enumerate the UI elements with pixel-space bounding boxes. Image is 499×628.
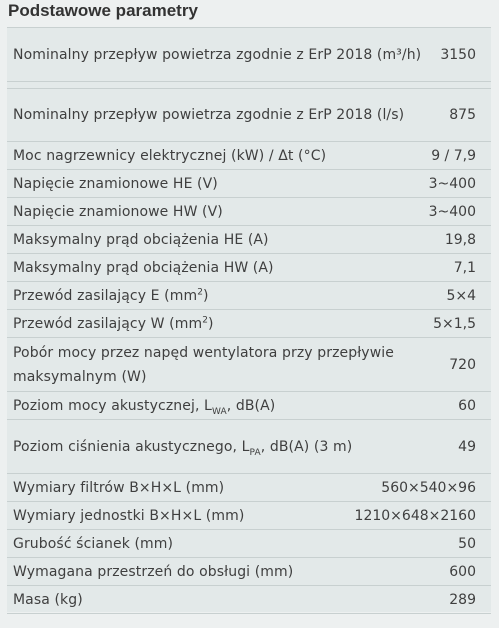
row-value: 9 / 7,9	[431, 147, 476, 164]
table-row	[7, 142, 491, 170]
table-row	[7, 392, 491, 420]
table-row	[7, 558, 491, 586]
table-row	[7, 338, 491, 392]
section-title: Podstawowe parametry	[8, 1, 198, 20]
row-value: 49	[458, 438, 476, 455]
row-label: Wymagana przestrzeń do obsługi (mm)	[13, 563, 294, 580]
table-row	[7, 474, 491, 502]
row-value: 289	[449, 591, 476, 608]
table-row	[7, 198, 491, 226]
row-value: 5×4	[446, 287, 476, 304]
row-label: Maksymalny prąd obciążenia HE (A)	[13, 231, 269, 248]
row-value: 3~400	[428, 175, 476, 192]
row-value: 560×540×96	[381, 479, 476, 496]
row-label: Moc nagrzewnicy elektrycznej (kW) / Δt (°C)	[13, 147, 327, 164]
row-value: 3150	[440, 46, 476, 63]
row-label-text: Przewód zasilający E (mm	[13, 287, 198, 304]
table-row	[7, 226, 491, 254]
table-row	[7, 530, 491, 558]
row-label: Maksymalny prąd obciążenia HW (A)	[13, 259, 274, 276]
row-label: Pobór mocy przez napęd wentylatora przy przepływie maksymalnym (W)	[13, 344, 394, 385]
row-label: Napięcie znamionowe HW (V)	[13, 203, 223, 220]
row-label: Wymiary filtrów B×H×L (mm)	[13, 479, 225, 496]
row-label: Grubość ścianek (mm)	[13, 535, 174, 552]
row-value: 5×1,5	[433, 315, 476, 332]
row-label: Wymiary jednostki B×H×L (mm)	[13, 507, 245, 524]
table-row	[7, 28, 491, 82]
table-row	[7, 282, 491, 310]
row-value: 7,1	[453, 259, 476, 276]
row-label	[7, 284, 446, 308]
row-label-text: Przewód zasilający W (mm	[13, 315, 203, 332]
row-label-suffix: , dB(A) (3 m)	[260, 438, 353, 455]
row-label-suffix: , dB(A)	[226, 397, 276, 414]
table-row	[7, 170, 491, 198]
row-value: 50	[458, 535, 476, 552]
row-label	[7, 435, 458, 459]
table-row	[7, 254, 491, 282]
row-label-text: Poziom ciśnienia akustycznego, L	[13, 438, 250, 455]
row-label-subscript: PA	[249, 447, 261, 458]
row-label-suffix: )	[208, 315, 214, 332]
table-row	[7, 502, 491, 530]
row-value: 1210×648×2160	[354, 507, 476, 524]
row-label-subscript: WA	[211, 406, 227, 417]
row-label	[7, 312, 433, 336]
table-row	[7, 420, 491, 474]
row-value: 60	[458, 397, 476, 414]
row-value: 3~400	[428, 203, 476, 220]
row-label-text: Poziom mocy akustycznej, L	[13, 397, 212, 414]
row-label-superscript: 2	[202, 314, 209, 325]
row-value: 19,8	[444, 231, 476, 248]
row-value: 875	[449, 107, 476, 123]
row-label: Nominalny przepływ powietrza zgodnie z ErP 2018 (m³/h)	[13, 46, 422, 63]
row-label: Nominalny przepływ powietrza zgodnie z ErP 2018 (l/s)	[13, 107, 405, 123]
table-row	[7, 310, 491, 338]
table-row	[7, 88, 491, 142]
row-label-superscript: 2	[197, 286, 204, 297]
row-label: Napięcie znamionowe HE (V)	[13, 175, 218, 192]
row-value: 720	[449, 356, 476, 373]
row-value: 600	[449, 563, 476, 580]
row-label	[7, 394, 458, 418]
table-row	[7, 586, 491, 614]
row-label: Masa (kg)	[13, 591, 83, 608]
parameters-table	[7, 27, 491, 612]
row-label-suffix: )	[203, 287, 209, 304]
